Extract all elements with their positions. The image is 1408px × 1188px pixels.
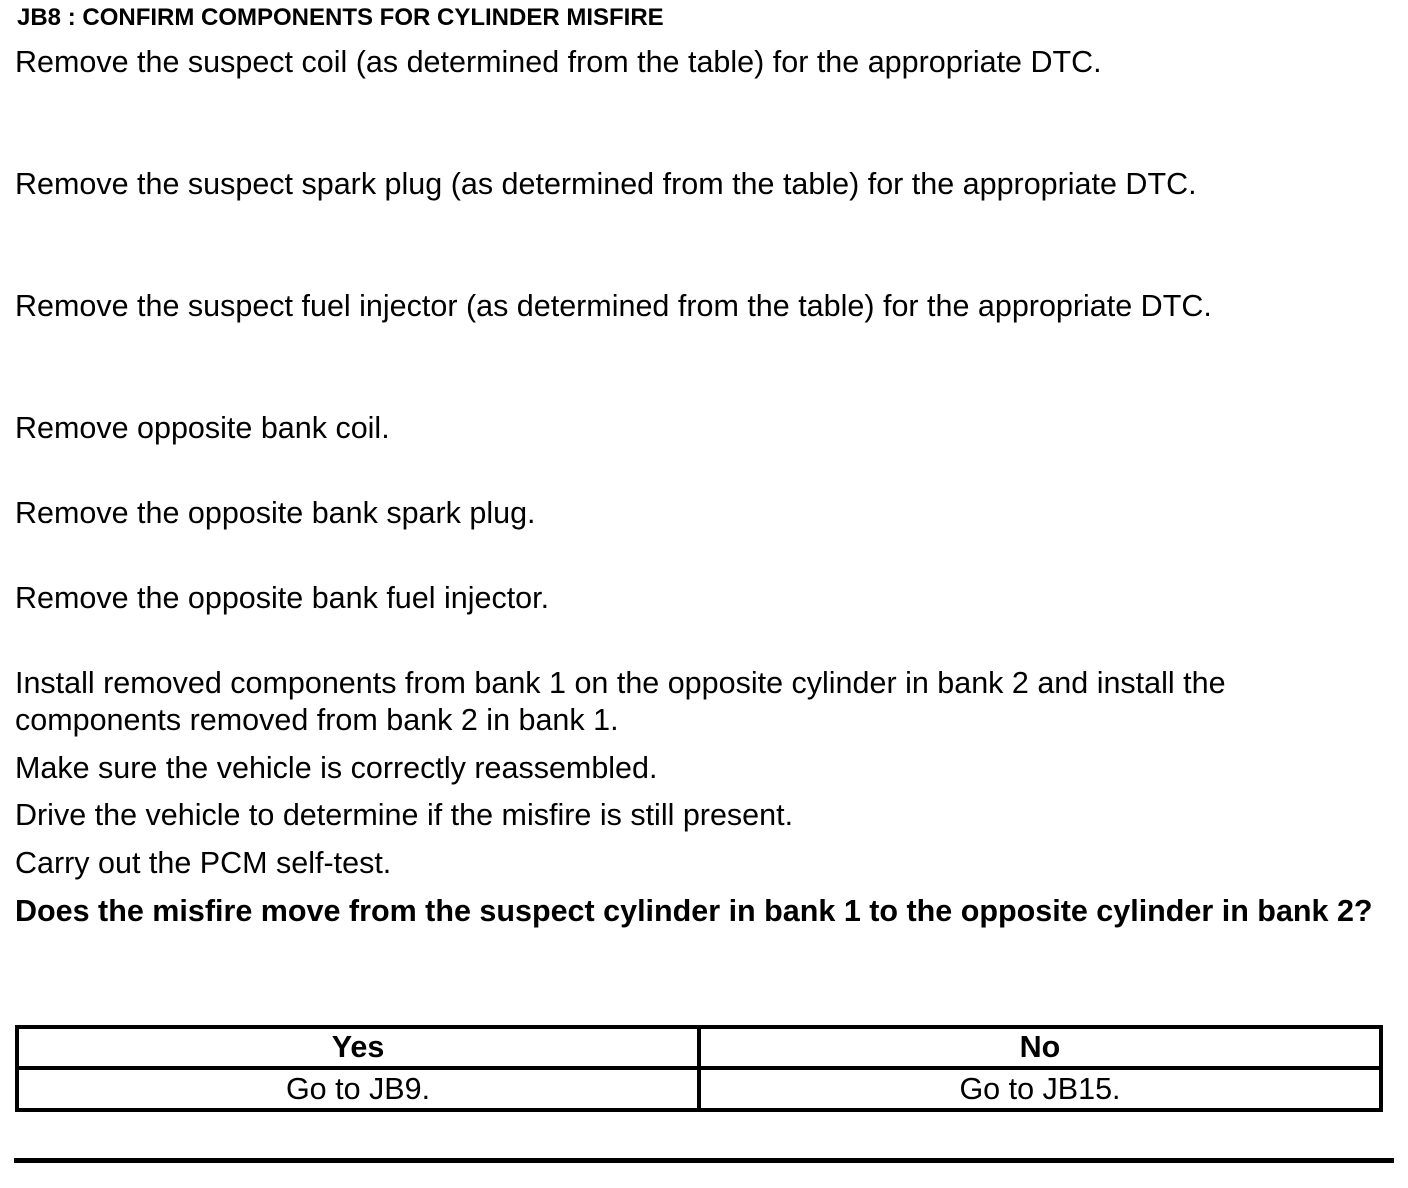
no-header: No — [699, 1027, 1381, 1068]
step-swap-components-line-1: Install removed components from bank 1 on the opposite cylinder in bank 2 and install the — [15, 666, 1226, 700]
page-title: JB8 : CONFIRM COMPONENTS FOR CYLINDER MISFIRE — [17, 4, 664, 31]
table-row — [17, 1068, 1381, 1110]
step-pcm-self-test: Carry out the PCM self-test. — [15, 846, 392, 880]
step-check-reassembly: Make sure the vehicle is correctly reassembled. — [15, 751, 658, 785]
table-header-row — [17, 1027, 1381, 1068]
bottom-divider — [14, 1158, 1394, 1163]
yes-action: Go to JB9. — [17, 1068, 699, 1110]
step-remove-opposite-fuel-injector: Remove the opposite bank fuel injector. — [15, 581, 550, 615]
diagnostic-question: Does the misfire move from the suspect cylinder in bank 1 to the opposite cylinder in bank 2? — [15, 894, 1373, 928]
step-swap-components-line-2: components removed from bank 2 in bank 1. — [15, 703, 619, 737]
yes-header: Yes — [17, 1027, 699, 1068]
step-drive-vehicle: Drive the vehicle to determine if the misfire is still present. — [15, 798, 794, 832]
step-remove-suspect-coil: Remove the suspect coil (as determined from the table) for the appropriate DTC. — [15, 45, 1102, 79]
step-remove-opposite-spark-plug: Remove the opposite bank spark plug. — [15, 496, 536, 530]
step-remove-suspect-fuel-injector: Remove the suspect fuel injector (as determined from the table) for the appropriate DTC. — [15, 289, 1212, 323]
step-remove-opposite-coil: Remove opposite bank coil. — [15, 411, 390, 445]
result-table — [15, 1025, 1383, 1112]
no-action: Go to JB15. — [699, 1068, 1381, 1110]
step-remove-suspect-spark-plug: Remove the suspect spark plug (as determined from the table) for the appropriate DTC. — [15, 167, 1197, 201]
